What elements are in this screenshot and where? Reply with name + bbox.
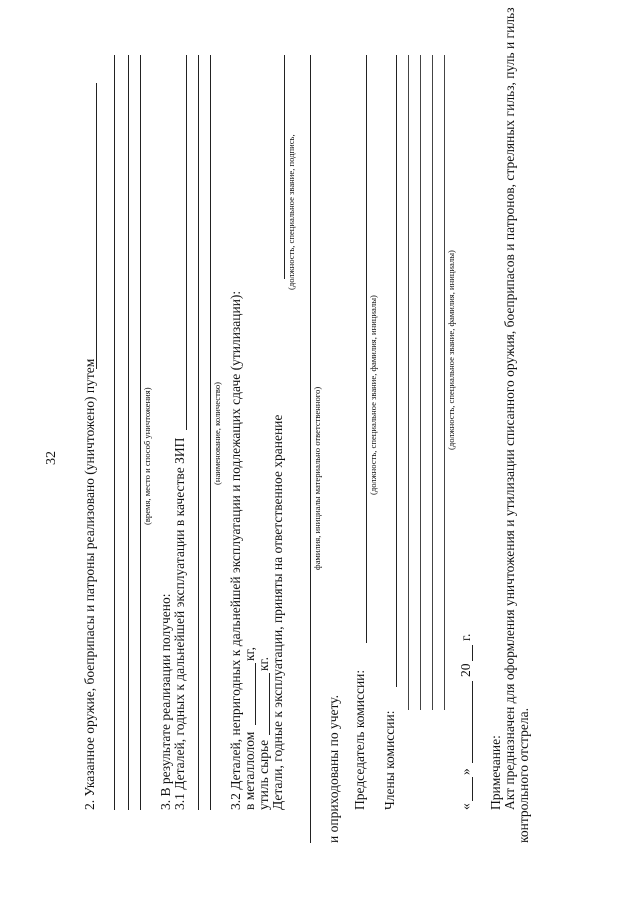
storage-text: Детали, годные к эксплуатации, приняты на ответственное хранение xyxy=(270,414,285,810)
metal-fill-line xyxy=(255,663,256,725)
date-day-line xyxy=(472,777,473,801)
item-3-2-text: 3.2 Деталей, непригодных к дальнейшей эксплуатации и подлежащих сдаче (утилизации): xyxy=(228,290,243,810)
date-close-quote: » xyxy=(458,768,473,775)
rule-line xyxy=(210,55,211,810)
metal-unit: кг, xyxy=(242,647,257,661)
rule-line xyxy=(140,55,141,810)
metal-label: в металлолом xyxy=(242,731,257,810)
util-label: утиль сырье xyxy=(256,739,271,810)
caption-position-signature: (должность, специальное звание, подпись, xyxy=(286,134,296,290)
caption-name-quantity: (наименование, количество) xyxy=(212,382,222,485)
item-2-fill-line xyxy=(96,83,97,369)
member-1-fill-line xyxy=(396,55,397,687)
rule-line xyxy=(198,55,199,810)
item-3-text: 3. В результате реализации получено: xyxy=(158,593,173,810)
note-title: Примечание: xyxy=(488,735,503,810)
note-line-2: контрольного отстрела. xyxy=(516,708,531,843)
date-open-quote: « xyxy=(458,803,473,810)
accounted-text: и оприходованы по учету. xyxy=(326,695,341,843)
date-year-suffix: г. xyxy=(458,633,473,641)
chairman-label: Председатель комиссии: xyxy=(352,669,367,810)
caption-chairman: (должность, специальное звание, фамилия, инициалы) xyxy=(368,295,378,495)
item-2-text: 2. Указанное оружие, боеприпасы и патроны реализовано (уничтожено) путем xyxy=(82,358,97,810)
member-4-fill-line xyxy=(432,55,433,710)
caption-responsible-person: фамилия, инициалы материально ответственного) xyxy=(312,386,322,570)
members-label: Члены комиссии: xyxy=(382,710,397,810)
caption-members: (должность, специальное звание, фамилия, инициалы) xyxy=(446,250,456,450)
storage-fill-line xyxy=(284,55,285,279)
rule-line xyxy=(114,55,115,810)
item-3-1-text: 3.1 Деталей, годных к дальнейшей эксплуатации в качестве ЗИП xyxy=(172,437,187,810)
note-line-1: Акт предназначен для оформления уничтожения и утилизации списанного оружия, боеприпасов и патронов, стреляных гильз, пуль и гильз xyxy=(502,7,517,810)
rule-line xyxy=(310,55,311,843)
date-month-line xyxy=(472,681,473,763)
util-unit: кг. xyxy=(256,657,271,671)
rule-line xyxy=(128,55,129,810)
date-year-prefix: 20 xyxy=(458,663,473,677)
date-year-line xyxy=(472,645,473,661)
member-5-fill-line xyxy=(444,55,445,710)
member-2-fill-line xyxy=(408,55,409,710)
page-number: 32 xyxy=(44,451,59,465)
chairman-fill-line xyxy=(366,55,367,643)
item-3-1-fill-line xyxy=(186,55,187,430)
member-3-fill-line xyxy=(420,55,421,710)
caption-time-place: (время, место и способ уничтожения) xyxy=(142,387,152,525)
